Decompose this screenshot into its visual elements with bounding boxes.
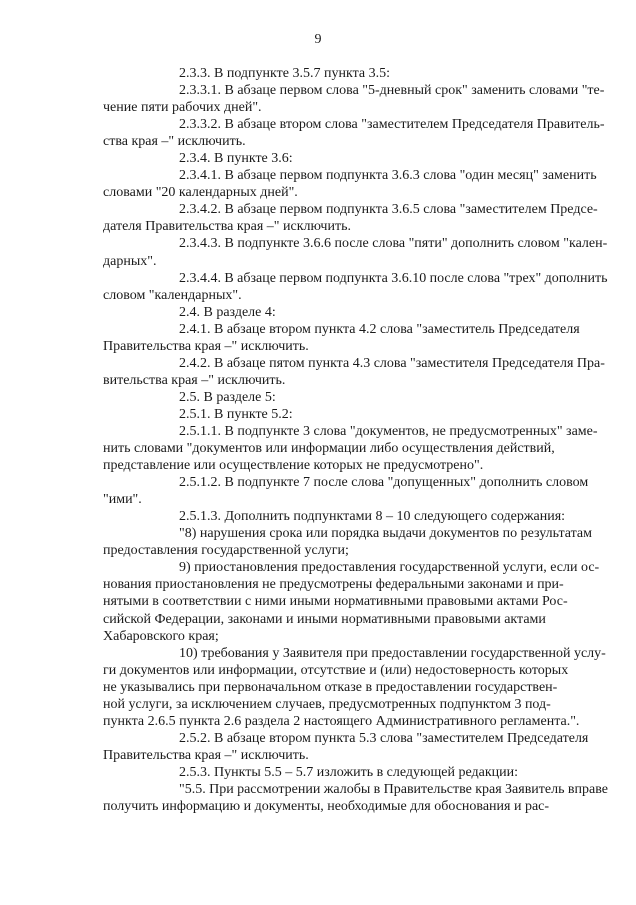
- paragraph: [103, 321, 608, 355]
- paragraph: [103, 508, 608, 525]
- text-line: "ими".: [103, 492, 142, 508]
- paragraph: [103, 355, 608, 389]
- paragraph: [103, 167, 608, 201]
- paragraph: [103, 235, 608, 269]
- text-line: 2.3.4.3. В подпункте 3.6.6 после слова "пяти" дополнить словом "кален-: [179, 236, 608, 252]
- text-line: 2.5.1.1. В подпункте 3 слова "документов, не предусмотренных" заме-: [179, 423, 598, 439]
- text-line: словом "календарных".: [103, 287, 242, 303]
- text-line: не указывались при первоначальном отказе в предоставлении государствен-: [103, 679, 558, 695]
- text-line: 2.3.3.1. В абзаце первом слова "5-дневный срок" заменить словами "те-: [179, 83, 605, 99]
- text-line: 9) приостановления предоставления государственной услуги, если ос-: [179, 560, 600, 576]
- text-line: 10) требования у Заявителя при предоставлении государственной услу-: [179, 645, 606, 661]
- text-line: 2.3.4.2. В абзаце первом подпункта 3.6.5 слова "заместителем Предсе-: [179, 202, 598, 218]
- text-line: 2.3.3.2. В абзаце втором слова "заместителем Председателя Правитель-: [179, 117, 605, 133]
- text-line: 2.5.3. Пункты 5.5 – 5.7 изложить в следующей редакции:: [179, 764, 519, 780]
- paragraph: [103, 304, 608, 321]
- text-line: предоставления государственной услуги;: [103, 543, 349, 559]
- paragraph: [103, 201, 608, 235]
- paragraph: [103, 116, 608, 150]
- paragraph: [103, 730, 608, 764]
- paragraph: [103, 270, 608, 304]
- text-line: 2.4. В разделе 4:: [179, 304, 276, 320]
- paragraph: [103, 645, 608, 730]
- text-line: 2.5.2. В абзаце втором пункта 5.3 слова "заместителем Председателя: [179, 730, 589, 746]
- text-line: ги документов или информации, отсутствие и (или) недостоверность которых: [103, 662, 569, 678]
- paragraph: [103, 389, 608, 406]
- text-line: ства края –" исключить.: [103, 134, 246, 150]
- text-line: дателя Правительства края –" исключить.: [103, 219, 351, 235]
- text-line: 2.4.1. В абзаце втором пункта 4.2 слова "заместитель Председателя: [179, 321, 580, 337]
- paragraph: [103, 82, 608, 116]
- text-line: 2.5.1. В пункте 5.2:: [179, 406, 293, 422]
- text-line: чение пяти рабочих дней".: [103, 100, 262, 116]
- text-line: 2.3.4. В пункте 3.6:: [179, 151, 293, 167]
- paragraph: [103, 764, 608, 781]
- text-line: нятыми в соответствии с ними иными нормативными правовыми актами Рос-: [103, 594, 568, 610]
- text-line: представление или осуществление которых не предусмотрено".: [103, 458, 484, 474]
- text-line: сийской Федерации, законами и иными нормативными правовыми актами: [103, 611, 546, 627]
- text-line: дарных".: [103, 253, 157, 269]
- text-line: 2.3.3. В подпункте 3.5.7 пункта 3.5:: [179, 66, 390, 81]
- paragraph: [103, 150, 608, 167]
- paragraph: [103, 559, 608, 644]
- text-line: нования приостановления не предусмотрены федеральными законами и при-: [103, 577, 564, 593]
- text-line: Правительства края –" исключить.: [103, 338, 309, 354]
- paragraph: [103, 65, 608, 82]
- text-line: нить словами "документов или информации либо осуществления действий,: [103, 441, 555, 457]
- text-line: 2.4.2. В абзаце пятом пункта 4.3 слова "заместителя Председателя Пра-: [179, 355, 605, 371]
- text-line: словами "20 календарных дней".: [103, 185, 298, 201]
- paragraph: [103, 525, 608, 559]
- text-line: получить информацию и документы, необходимые для обоснования и рас-: [103, 799, 550, 815]
- text-line: вительства края –" исключить.: [103, 372, 286, 388]
- text-line: 2.3.4.1. В абзаце первом подпункта 3.6.3 слова "один месяц" заменить: [179, 168, 597, 184]
- text-line: 2.5.1.2. В подпункте 7 после слова "допущенных" дополнить словом: [179, 475, 589, 491]
- text-line: 2.5.1.3. Дополнить подпунктами 8 – 10 следующего содержания:: [179, 509, 566, 525]
- text-line: "8) нарушения срока или порядка выдачи документов по результатам: [179, 526, 592, 542]
- page-number: 9: [314, 32, 322, 47]
- text-line: ной услуги, за исключением случаев, предусмотренных подпунктом 3 под-: [103, 696, 551, 712]
- text-line: 2.3.4.4. В абзаце первом подпункта 3.6.10 после слова "трех" дополнить: [179, 270, 608, 286]
- document-body: [103, 65, 608, 815]
- text-line: Хабаровского края;: [103, 628, 219, 644]
- text-line: 2.5. В разделе 5:: [179, 389, 276, 405]
- text-line: "5.5. При рассмотрении жалобы в Правительстве края Заявитель вправе: [179, 781, 608, 797]
- text-line: Правительства края –" исключить.: [103, 747, 309, 763]
- paragraph: [103, 474, 608, 508]
- text-line: пункта 2.6.5 пункта 2.6 раздела 2 настоящего Административного регламента.".: [103, 713, 580, 729]
- paragraph: [103, 423, 608, 474]
- paragraph: [103, 781, 608, 815]
- paragraph: [103, 406, 608, 423]
